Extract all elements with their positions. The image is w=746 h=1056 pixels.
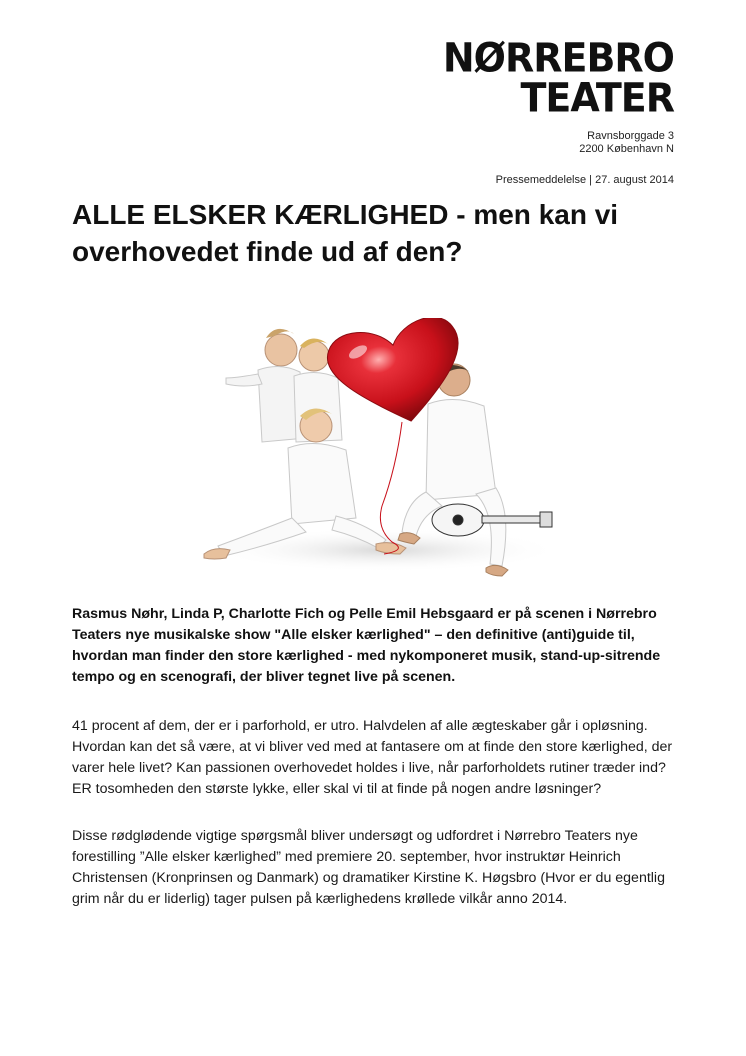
press-release-dateline: Pressemeddelelse | 27. august 2014	[495, 174, 674, 186]
headline: ALLE ELSKER KÆRLIGHED - men kan vi overhovedet finde ud af den?	[72, 199, 619, 267]
address-city: 2200 København N	[579, 143, 674, 155]
address-block	[579, 130, 674, 156]
body-paragraph-2: Disse rødglødende vigtige spørgsmål bliver undersøgt og udfordret i Nørrebro Teaters nye forestilling ”Alle elsker kærlighed” med premiere 20. september, hvor instruktør Heinrich Christensen (Kronprinsen og Danmark) og dramatiker Kirstine K. Høgsbro (Hvor er du egentlig grim når du er liderlig) tager pulsen på kærlighedens krøllede vilkår anno 2014.	[72, 828, 665, 907]
address-street: Ravnsborggade 3	[587, 130, 674, 142]
lead-paragraph: Rasmus Nøhr, Linda P, Charlotte Fich og Pelle Emil Hebsgaard er på scenen i Nørrebro Teaters nye musikalske show "Alle elsker kærlighed" – den definitive (anti)guide til, hvordan man finder den store kærlighed - med nykomponeret musik, stand-up-sitrende tempo og en scenografi, der bliver tegnet live på scenen.	[72, 606, 661, 685]
logo-line-2: TEATER	[520, 74, 674, 122]
theatre-logo	[442, 34, 674, 122]
logo-line-1: NØRREBRO	[442, 34, 674, 82]
cast-photo	[196, 318, 556, 584]
body-paragraph-1: 41 procent af dem, der er i parforhold, er utro. Halvdelen af alle ægteskaber går i opløsning. Hvordan kan det så være, at vi bliver ved med at fantasere om at finde den store kærlighed, der varer hele livet? Kan passionen overhovedet holdes i live, når parforholdets rutiner træder ind? ER tosomheden den største lykke, eller skal vi til at finde på nogen andre løsninger?	[72, 718, 673, 797]
